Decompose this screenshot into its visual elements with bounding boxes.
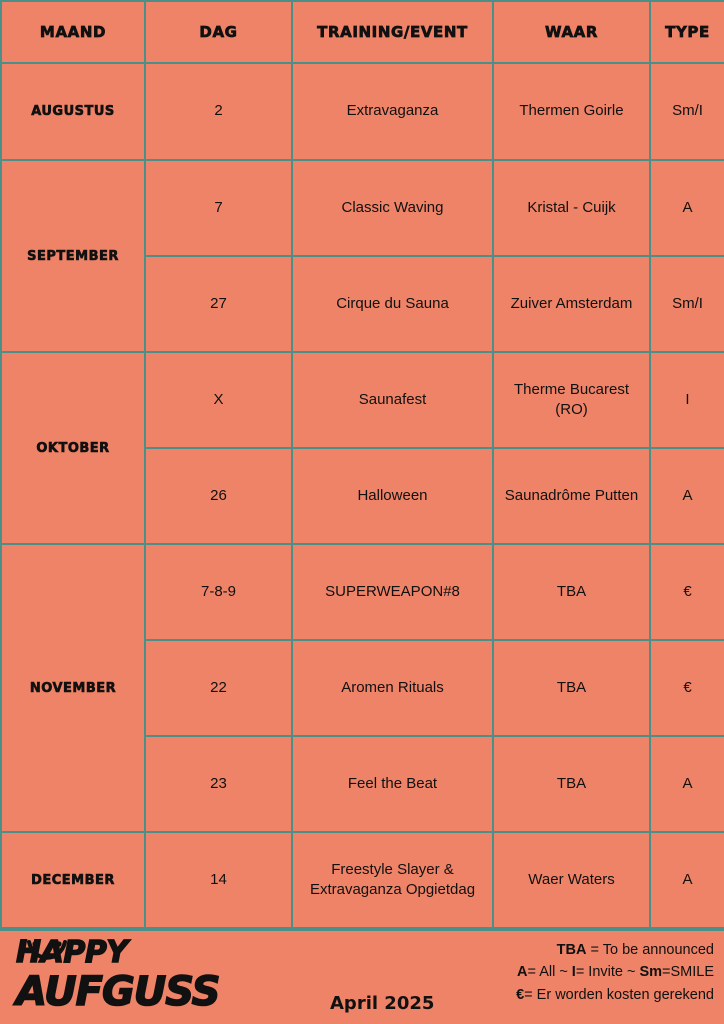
legend-key-i: I <box>571 964 576 981</box>
day-cell: 2 <box>145 63 292 160</box>
logo-line-aufguss: AUFGUSS <box>16 969 220 1015</box>
column-header-waar: WAAR <box>493 1 650 63</box>
month-cell-december: DECEMBER <box>1 832 145 928</box>
location-cell: TBA <box>493 736 650 832</box>
column-header-maand: MAAND <box>1 1 145 63</box>
location-cell: Saunadrôme Putten <box>493 448 650 544</box>
day-cell: 22 <box>145 640 292 736</box>
month-cell-november: NOVEMBER <box>1 544 145 832</box>
event-cell: Cirque du Sauna <box>292 256 493 352</box>
type-cell: € <box>650 544 724 640</box>
table-header <box>1 1 724 63</box>
event-cell: Freestyle Slayer & Extravaganza Opgietdag <box>292 832 493 928</box>
type-cell: € <box>650 640 724 736</box>
day-cell: 7 <box>145 160 292 256</box>
day-cell: 26 <box>145 448 292 544</box>
table-row <box>1 160 724 256</box>
table-row <box>1 352 724 448</box>
legend-key-a: A <box>517 964 528 981</box>
location-cell: TBA <box>493 640 650 736</box>
footer <box>0 929 724 1024</box>
event-cell: Halloween <box>292 448 493 544</box>
table-row <box>1 832 724 928</box>
table-row <box>1 544 724 640</box>
location-cell: Waer Waters <box>493 832 650 928</box>
month-cell-september: SEPTEMBER <box>1 160 145 352</box>
event-cell: Extravaganza <box>292 63 493 160</box>
legend-text-tba: = To be announced <box>586 942 714 958</box>
location-cell: TBA <box>493 544 650 640</box>
legend-line-tba <box>384 939 714 961</box>
legend-key-euro: € <box>516 986 525 1003</box>
legend-text-euro: = Er worden kosten gerekend <box>524 986 714 1003</box>
location-cell: Therme Bucarest (RO) <box>493 352 650 448</box>
legend-separator-2: ~ <box>626 964 636 981</box>
day-cell: 14 <box>145 832 292 928</box>
type-cell: A <box>650 736 724 832</box>
event-cell: SUPERWEAPON#8 <box>292 544 493 640</box>
type-cell: A <box>650 448 724 544</box>
month-cell-augustus: AUGUSTUS <box>1 63 145 160</box>
type-cell: A <box>650 832 724 928</box>
type-cell: Sm/I <box>650 256 724 352</box>
column-header-type: TYPE <box>650 1 724 63</box>
legend-text-i: = Invite <box>575 964 623 981</box>
type-cell: Sm/I <box>650 63 724 160</box>
event-cell: Feel the Beat <box>292 736 493 832</box>
legend-key-sm: Sm <box>639 964 663 981</box>
column-header-training-event: TRAINING/EVENT <box>292 1 493 63</box>
event-cell: Saunafest <box>292 352 493 448</box>
table-header-row <box>1 1 724 63</box>
table-row <box>1 63 724 160</box>
month-cell-oktober: OKTOBER <box>1 352 145 544</box>
type-cell: A <box>650 160 724 256</box>
legend-text-a: = All <box>527 964 556 981</box>
event-cell: Classic Waving <box>292 160 493 256</box>
legend-text-sm: =SMILE <box>662 964 714 981</box>
logo-line-happy: HAPPY <box>16 935 128 970</box>
day-cell: 27 <box>145 256 292 352</box>
location-cell: Zuiver Amsterdam <box>493 256 650 352</box>
table-body <box>1 63 724 928</box>
day-cell: X <box>145 352 292 448</box>
event-cell: Aromen Rituals <box>292 640 493 736</box>
legend <box>384 939 714 1006</box>
column-header-dag: DAG <box>145 1 292 63</box>
location-cell: Thermen Goirle <box>493 63 650 160</box>
legend-key-tba: TBA <box>556 942 587 958</box>
logo <box>10 935 235 1023</box>
location-cell: Kristal - Cuijk <box>493 160 650 256</box>
date-label: April 2025 <box>330 993 435 1014</box>
day-cell: 7-8-9 <box>145 544 292 640</box>
type-cell: I <box>650 352 724 448</box>
legend-separator-1: ~ <box>559 964 568 981</box>
legend-line-types <box>384 961 714 983</box>
legend-line-euro <box>384 984 714 1006</box>
day-cell: 23 <box>145 736 292 832</box>
